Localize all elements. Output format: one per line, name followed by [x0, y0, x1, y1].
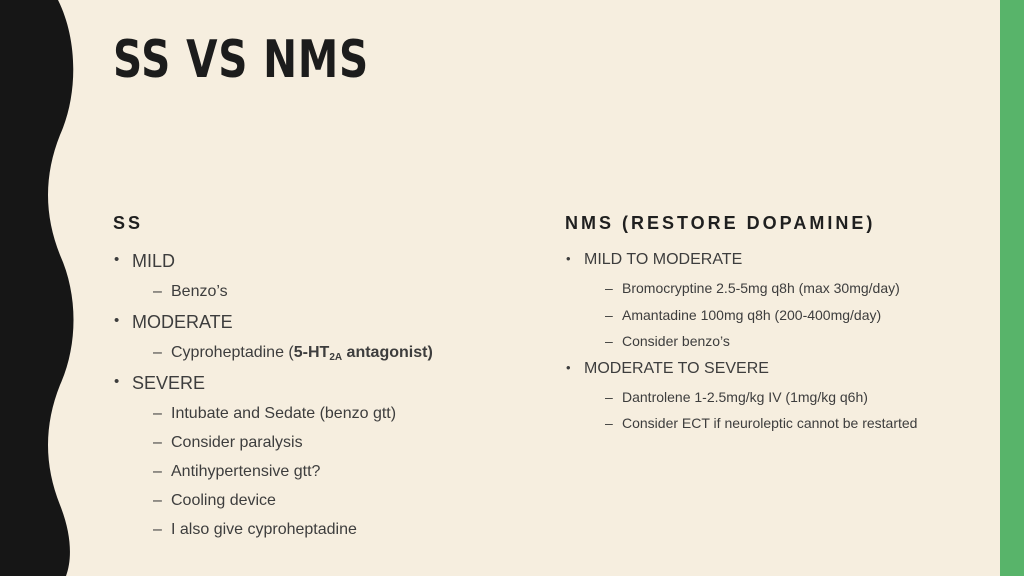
- ss-severe-item: – Consider paralysis: [171, 434, 303, 452]
- nms-mild-moderate-item: – Amantadine 100mg q8h (200-400mg/day): [622, 307, 881, 323]
- ss-severe-bullet: • SEVERE: [132, 373, 205, 394]
- nms-moderate-severe-item: – Dantrolene 1-2.5mg/kg IV (1mg/kg q6h): [622, 389, 868, 405]
- ss-severe-item: – Antihypertensive gtt?: [171, 463, 320, 481]
- ss-severe-item: – Intubate and Sedate (benzo gtt): [171, 405, 396, 423]
- ss-severe-item: – Cooling device: [171, 492, 276, 510]
- ss-mild-item: – Benzo’s: [171, 283, 228, 301]
- nms-mild-moderate-item: – Consider benzo’s: [622, 333, 730, 349]
- ss-heading: SS: [113, 213, 144, 233]
- ss-severe-item: – I also give cyproheptadine: [171, 521, 357, 539]
- nms-mild-moderate-bullet: • MILD TO MODERATE: [584, 251, 742, 269]
- cypro-prefix: Cyproheptadine (: [171, 344, 294, 361]
- ss-mild-bullet: • MILD: [132, 251, 175, 272]
- right-accent-band: [1000, 0, 1024, 576]
- left-wavy-band: [0, 0, 80, 576]
- slide-title: SS VS NMS: [113, 30, 369, 90]
- nms-moderate-severe-item: – Consider ECT if neuroleptic cannot be restarted: [622, 415, 917, 431]
- cypro-subscript: 2A: [329, 352, 343, 363]
- ss-moderate-item: [171, 344, 433, 363]
- cypro-bold-suffix: antagonist): [342, 344, 433, 361]
- ss-moderate-bullet: • MODERATE: [132, 312, 233, 333]
- nms-mild-moderate-item: – Bromocryptine 2.5-5mg q8h (max 30mg/day): [622, 280, 900, 296]
- cypro-bold: 5-HT: [293, 344, 330, 361]
- nms-heading: NMS (RESTORE DOPAMINE): [565, 213, 876, 233]
- nms-moderate-severe-bullet: • MODERATE TO SEVERE: [584, 360, 769, 378]
